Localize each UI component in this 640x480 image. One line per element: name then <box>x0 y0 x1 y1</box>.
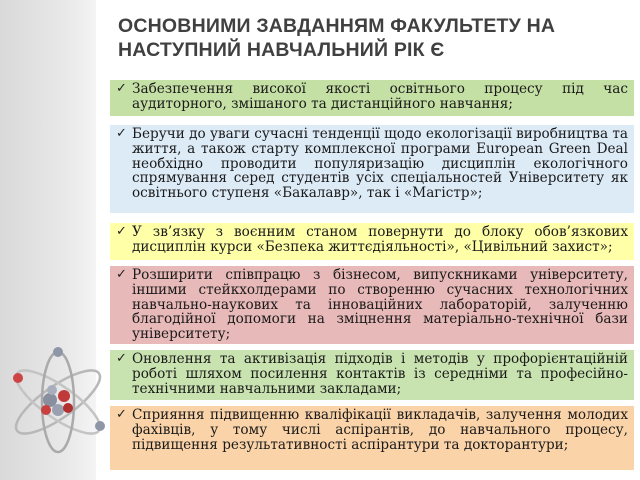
slide-title <box>118 14 623 62</box>
atom-icon <box>0 330 120 470</box>
task-item-ecology <box>110 125 634 213</box>
task-item-career-guidance <box>110 350 634 400</box>
task-item-qualification <box>110 406 634 470</box>
task-item-text: Забезпечення високої якості освітнього процесу під час аудиторного, змішаного та дистанційного навчання; <box>132 81 628 112</box>
task-item-text: Беручи до уваги сучасні тенденції щодо екологізації виробництва та життя, а також старту комплексної програми European Green Deal необхідно проводити популяризацію дисциплін екологічного спрямування серед студентів усіх спеціальностей Університету як освітнього ступеня «Бакалавр», так і «Магістр»; <box>132 126 628 202</box>
check-mark-icon: ✓ <box>116 81 127 96</box>
check-mark-icon: ✓ <box>116 267 127 282</box>
task-item-text: Оновлення та активізація підходів і методів у профорієнтаційній роботі шляхом посилення контактів із середніми та професійно-технічними навчальними закладами; <box>132 351 628 397</box>
check-mark-icon: ✓ <box>116 224 127 239</box>
task-item-safety-courses <box>110 223 634 260</box>
task-item-quality <box>110 80 634 116</box>
task-item-business-cooperation <box>110 266 634 344</box>
check-mark-icon: ✓ <box>116 407 127 422</box>
task-item-text: Розширити співпрацю з бізнесом, випускниками університету, іншими стейкхолдерами по створенню сучасних технологічних навчально-наукових та інноваційних лабораторій, залученню благодійної допомоги на зміцнення матеріально-технічної бази університету; <box>132 267 628 343</box>
task-item-text: У зв’язку з воєнним станом повернути до блоку обов’язкових дисциплін курси «Безпека життєдіяльності», «Цивільний захист»; <box>132 224 628 255</box>
task-item-text: Сприяння підвищенню кваліфікації викладачів, залучення молодих фахівців, у тому числі аспірантів, до навчального процесу, підвищення результативності аспірантури та докторантури; <box>132 407 628 453</box>
slide-title-line-2: НАСТУПНИЙ НАВЧАЛЬНИЙ РІК Є <box>118 39 445 61</box>
check-mark-icon: ✓ <box>116 351 127 366</box>
check-mark-icon: ✓ <box>116 126 127 141</box>
slide-title-line-1: ОСНОВНИМИ ЗАВДАННЯМ ФАКУЛЬТЕТУ НА <box>118 15 556 37</box>
